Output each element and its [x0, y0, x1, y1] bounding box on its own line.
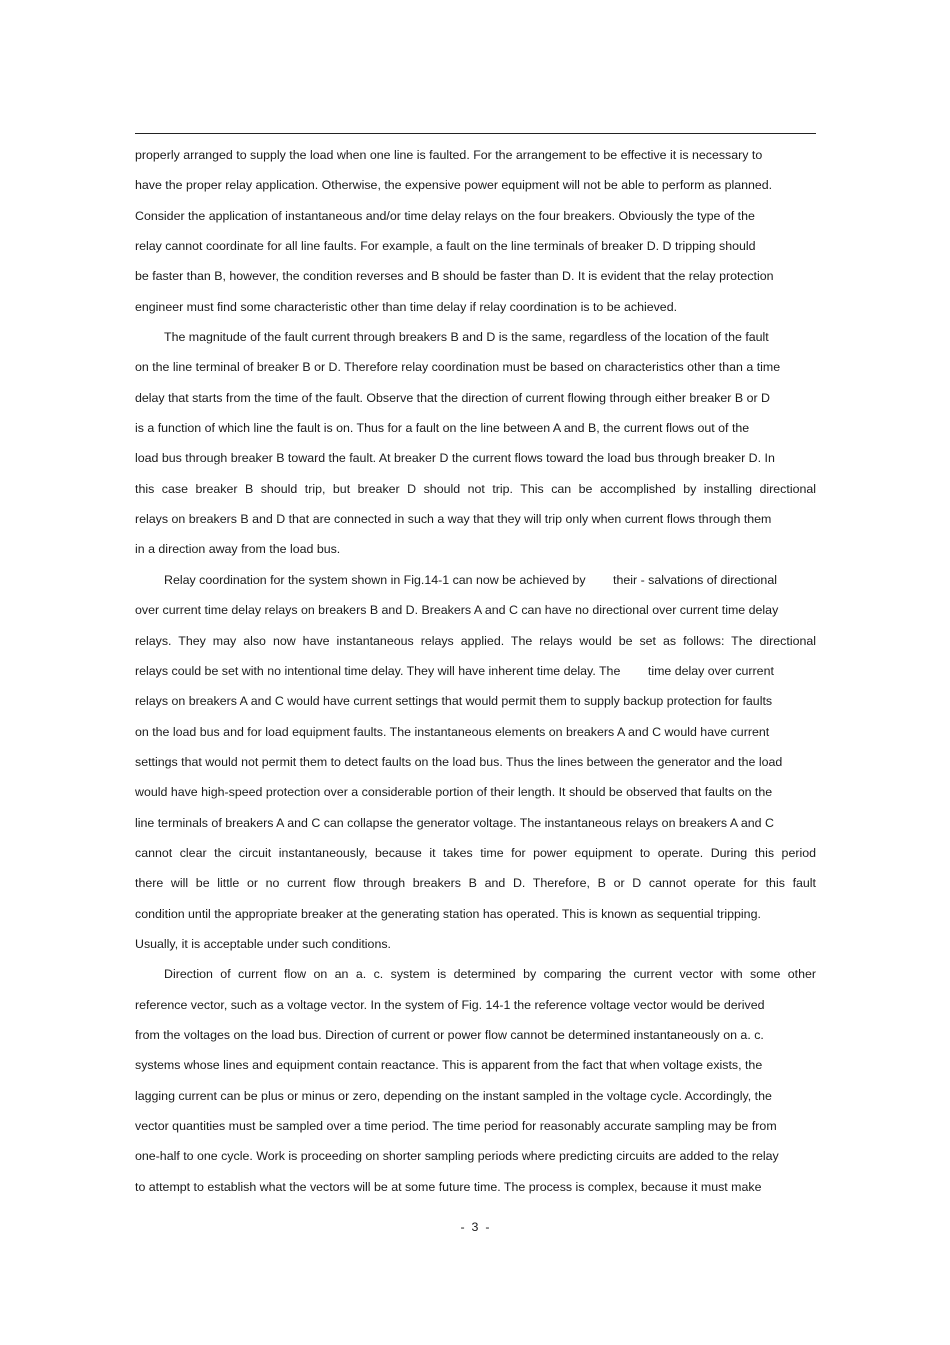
text-line: relays on breakers B and D that are connected in such a way that they will trip only when current flows through them: [135, 512, 772, 527]
body-text: [135, 140, 816, 1202]
text-line: there will be little or no current flow through breakers B and D. Therefore, B or D cannot operate for this fault: [135, 876, 816, 891]
text-line: relays could be set with no intentional time delay. They will have inherent time delay. The time delay over current: [135, 663, 774, 678]
text-line: lagging current can be plus or minus or zero, depending on the instant sampled in the voltage cycle. Accordingly, the: [135, 1088, 772, 1103]
text-line: Relay coordination for the system shown in Fig.14-1 can now be achieved by their - salvations of directional: [164, 572, 777, 587]
text-line: Usually, it is acceptable under such conditions.: [135, 936, 391, 951]
text-line: one-half to one cycle. Work is proceeding on shorter sampling periods where predicting circuits are added to the relay: [135, 1149, 779, 1164]
text-line: vector quantities must be sampled over a time period. The time period for reasonably accurate sampling may be from: [135, 1119, 777, 1133]
text-line: Direction of current flow on an a. c. system is determined by comparing the current vector with some other: [164, 967, 816, 982]
page-number: - 3 -: [460, 1220, 490, 1234]
text-line: line terminals of breakers A and C can collapse the generator voltage. The instantaneous relays on breakers A and C: [135, 815, 774, 830]
text-line: delay that starts from the time of the fault. Observe that the direction of current flowing through either breaker B or D: [135, 390, 770, 405]
text-line: relay cannot coordinate for all line faults. For example, a fault on the line terminals of breaker D. D tripping should: [135, 239, 756, 254]
text-line: to attempt to establish what the vectors will be at some future time. The process is complex, because it must make: [135, 1179, 762, 1194]
text-line: is a function of which line the fault is on. Thus for a fault on the line between A and B, the current flows out of the: [135, 421, 750, 436]
text-line: condition until the appropriate breaker at the generating station has operated. This is known as sequential tripping.: [135, 906, 761, 921]
text-line: settings that would not permit them to detect faults on the load bus. Thus the lines between the generator and the load: [135, 754, 783, 769]
text-line: systems whose lines and equipment contain reactance. This is apparent from the fact that when voltage exists, the: [135, 1058, 763, 1073]
text-line: over current time delay relays on breakers B and D. Breakers A and C can have no directional over current time delay: [135, 603, 779, 618]
text-line: cannot clear the circuit instantaneously, because it takes time for power equipment to operate. During this period: [135, 845, 816, 860]
text-line: The magnitude of the fault current through breakers B and D is the same, regardless of the location of the fault: [164, 330, 769, 345]
text-line: properly arranged to supply the load when one line is faulted. For the arrangement to be effective it is necessary to: [135, 148, 763, 162]
text-line: engineer must find some characteristic other than time delay if relay coordination is to be achieved.: [135, 299, 678, 314]
text-line: relays. They may also now have instantaneous relays applied. The relays would be set as follows: The directional: [135, 633, 816, 648]
text-line: on the line terminal of breaker B or D. Therefore relay coordination must be based on characteristics other than a time: [135, 360, 781, 375]
header-rule: [135, 133, 816, 134]
text-line: from the voltages on the load bus. Direction of current or power flow cannot be determined instantaneously on a. c.: [135, 1027, 764, 1042]
text-line: would have high-speed protection over a considerable portion of their length. It should be observed that faults on the: [135, 785, 773, 800]
text-line: in a direction away from the load bus.: [135, 542, 341, 557]
text-line: be faster than B, however, the condition reverses and B should be faster than D. It is evident that the relay protection: [135, 269, 774, 284]
text-line: have the proper relay application. Otherwise, the expensive power equipment will not be able to perform as planned.: [135, 178, 773, 193]
text-line: Consider the application of instantaneous and/or time delay relays on the four breakers. Obviously the type of the: [135, 208, 755, 223]
text-line: reference vector, such as a voltage vector. In the system of Fig. 14-1 the reference voltage vector would be derived: [135, 997, 765, 1012]
text-line: this case breaker B should trip, but breaker D should not trip. This can be accomplished by installing directional: [135, 481, 816, 496]
text-line: load bus through breaker B toward the fault. At breaker D the current flows toward the load bus through breaker D. In: [135, 451, 775, 466]
text-line: on the load bus and for load equipment faults. The instantaneous elements on breakers A and C would have current: [135, 724, 770, 739]
text-line: relays on breakers A and C would have current settings that would permit them to supply backup protection for faults: [135, 694, 773, 709]
